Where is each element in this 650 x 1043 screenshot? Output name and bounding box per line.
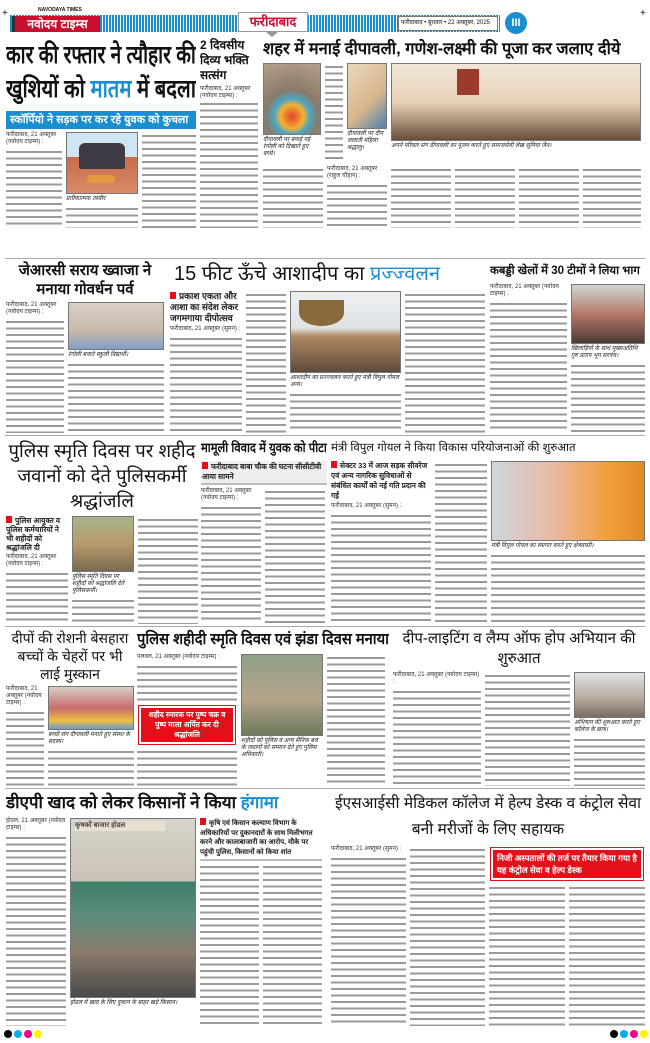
body-text [263,863,322,1026]
headline-dap-fertilizer: डीएपी खाद को लेकर किसानों ने किया हंगामा [6,793,279,812]
body-text [569,884,645,1026]
subhead-sector-33: सेक्टर 33 में आज सड़क सीवरेज एवं अन्य नागरिक सुविधाओं से संबंधित कार्यों को नई गति प्रदान की गई [331,461,428,500]
story-police-memorial [6,438,198,624]
body-text [6,148,62,228]
photo-caption: आशादीप का प्रज्ज्वलन करते हुए मंत्री विपुल गोयल अन्य। [290,375,400,388]
body-text [485,672,570,786]
body-text [331,512,431,624]
body-text [6,570,68,624]
headline-youth-beaten: मामूली विवाद में युवक को पीटा [201,440,327,455]
headline-children-smile: दीपों की रोशनी बेसहारा बच्चों के चेहरों पर भी लाई मुस्कान [11,630,129,682]
photo-caption: दीपावली पर दीप जलाती महिला श्रद्धालु। [347,131,384,151]
subhead-baba-chowk: फरीदाबाद बाबा चौक की घटना सीसीटीवी आया सामने [201,461,327,485]
registration-mark [620,1030,628,1038]
dateline: फरीदाबाद, 21 अक्तूबर (सुमन) : [331,503,402,509]
body-text [6,318,64,433]
dateline: फरीदाबाद, 21 अक्तूबर (नवोदय टाइम्स) : [201,488,252,501]
bullet-icon [331,461,337,468]
strap-scorpio: स्कॉर्पियो ने सड़क पर कर रहे युवक को कुचला [6,111,196,129]
photo-caption: खिलाड़ियों के साथ मुख्यअतिथि गुरु प्रताप भूप सरपंच। [571,346,638,359]
divider [5,626,645,627]
body-text [571,362,645,433]
photo-students-rangoli [68,302,164,350]
bullet-icon [6,516,12,523]
photo-minister-welcome [491,461,645,541]
registration-mark: + [2,8,8,19]
divider [5,435,645,436]
body-text [6,709,44,786]
body-text [265,488,325,624]
body-text [489,884,565,1026]
photo-ashadeep [290,291,401,373]
body-text [327,182,387,228]
photo-children [48,686,134,730]
body-text [200,100,258,228]
photo-woman-lamps [347,63,387,129]
body-text [142,132,196,228]
dateline: होडल, 21 अक्तूबर (नवोदय टाइम्स) : [6,818,66,831]
lamp-shape [299,300,344,326]
masthead [0,0,650,36]
story-children-smile [6,629,134,786]
story-govardhan [6,261,164,433]
dateline: फरीदाबाद, 21 अक्तूबर (नवोदय टाइम्स) : [393,672,480,685]
dateline: फरीदाबाद, 21 अक्तूबर (नवोदय टाइम्स) : [6,554,57,567]
story-youth-beaten [201,438,327,624]
callout-private-hospitals: निजी अस्पतालों की तर्ज पर तैयार किया गया है यह कंट्रोल सेवा व हेल्प डेस्क [491,848,643,880]
headline-vipul-goyal: मंत्री विपुल गोयल ने किया विकास परियोजनाओं की शुरुआत [331,442,576,454]
dateline: फरीदाबाद, 21 अक्तूबर (सुमन) : [331,846,402,852]
bullet-icon [200,818,206,825]
photo-caption: अपने परिवार संग दीपावली का पूजन करते हुए समाजसेवी लेख सुनिया जैन। [391,143,552,149]
story-esic-help-desk [331,791,645,1026]
story-police-flag-day [137,629,389,786]
body-text [391,166,451,228]
body-text [170,335,242,433]
dateline: फरीदाबाद, 21 अक्तूबर (नवोदय टाइम्स) : [200,86,251,99]
person-shape [87,175,115,183]
headline-lamp-of-hope: दीप-लाइटिंग व लैम्प ऑफ होप अभियान की शुरुआत [402,630,636,667]
body-text [138,516,198,624]
body-text [137,748,237,787]
photo-caption: प्रतीकात्मक तस्वीर [66,196,106,202]
headline-satsang: 2 दिवसीय दिव्य भक्ति सत्संग [200,38,249,82]
body-text [200,863,259,1026]
registration-mark [14,1030,22,1038]
dateline: फरीदाबाद, 21 अक्तूबर (नवोदय टाइम्स) : [6,132,57,145]
illustration-car-accident [66,132,138,194]
registration-mark [4,1030,12,1038]
body-text [246,291,286,433]
body-text [68,361,164,433]
story-kabaddi [490,261,645,433]
photo-kabaddi-team [571,284,645,344]
body-text [519,166,579,228]
registration-mark [640,1030,648,1038]
headline-govardhan: जेआरसी सराय ख्वाजा ने मनाया गोवर्धन पर्व [18,262,152,298]
body-text [574,736,645,786]
photo-police-salute [241,654,323,736]
story-dap-fertilizer [6,791,326,1026]
headline-ashadeep: 15 फीट ऊँचे आशादीप का प्रज्ज्वलन [174,263,441,285]
body-text [325,63,343,163]
photo-farmers-crowd [70,818,196,998]
photo-rangoli [263,63,321,135]
dateline: फरीदाबाद, 21 अक्तूबर (नवोदय टाइम्स) : [490,284,559,297]
shop-sign: कृषकों बाजार होडल [75,821,165,831]
body-text [491,552,645,624]
bullet-icon [170,292,176,299]
headline-police-memorial: पुलिस स्मृति दिवस पर शहीद जवानों को देते पुलिसकर्मी श्रद्धांजलि [8,440,196,511]
section-pointer [266,32,278,37]
subhead-ashadeep: प्रकाश एकता और आशा का संदेश लेकर जगमगाया दीपोत्सव [170,291,239,323]
photo-caption: होडल में खाद के लिए दुकान के बाहर खड़े किसान। [70,1000,178,1006]
section-label: फरीदाबाद [238,12,308,32]
body-text [455,166,515,228]
body-text [6,834,66,1026]
body-text [290,391,401,433]
logo: नवोदय टाइम्स [12,16,100,32]
dateline: फरीदाबाद, 21 अक्तूबर (नवोदय टाइम्स) : [6,302,57,315]
photo-caption: मंत्री विपुल गोयल का स्वागत करते हुए क्षेत्रवासी। [491,543,594,549]
registration-mark: + [640,8,646,19]
bullet-icon [202,462,208,469]
photo-caption: बच्चों संग दीपावली मनाते हुए संस्था के सदस्य। [48,732,130,745]
body-text [48,748,134,786]
dateline: फरीदाबाद, 21 अक्तूबर (राहुल चौहान) : [327,166,378,179]
car-shape [79,143,125,169]
divider [5,788,645,789]
headline-esic-help-desk: ईएसआईसी मेडिकल कॉलेज में हेल्प डेस्क व कंट्रोल सेवा बनी मरीजों के लिए सहायक [334,795,642,838]
registration-mark [630,1030,638,1038]
dateline: पलवल, 21 अक्तूबर (नवोदय टाइम्स) : [137,654,220,660]
headline-line: कार की रफ्तार ने त्यौहार की [6,41,196,69]
body-text [583,166,641,228]
dateline: फरीदाबाद, 21 अक्तूबर (सुमन) : [170,326,241,332]
body-text [137,663,237,702]
photo-caption: रंगोली बनाते स्कूली विद्यार्थी। [68,352,129,358]
body-text [201,504,261,624]
headline-line: खुशियों को मातम में बदला [6,75,196,103]
photo-caption: पुलिस स्मृति दिवस पर शहीदों को श्रद्धांजलि देते पुलिसकर्मी। [72,574,124,594]
body-text [331,855,406,1026]
body-text [490,300,567,433]
body-text [393,688,481,786]
subhead-police: पुलिस आयुक्त व पुलिस कर्मचारियों ने भी शहीदों को श्रद्धांजलि दी [6,516,61,552]
logo-small: NAVODAYA TIMES [38,7,82,13]
photo-caption: दीपावली पर बनाई गई रंगोली को दिखाते हुए बच्चे। [263,137,311,157]
headline-diwali: शहर में मनाई दीपावली, गणेश-लक्ष्मी की पूजा कर जलाए दीये [263,40,621,58]
headline-police-flag-day: पुलिस शहीदी स्मृति दिवस एवं झंडा दिवस मनाया [137,631,389,648]
divider [5,258,645,259]
body-text [435,461,487,624]
registration-mark [34,1030,42,1038]
story-vipul-goyal [331,438,645,624]
story-satsang [200,38,258,228]
body-text [263,166,323,228]
body-text [410,846,485,1026]
shrine-shape [457,69,479,95]
story-car-accident [6,38,196,228]
callout-wreath: शहीद स्मारक पर पुष्प चक्र व पुष्प माला अर्पित कर दी श्रद्धांजलि [139,706,235,744]
story-ashadeep [170,261,485,433]
photo-family-puja [391,63,641,141]
subhead-agri-dept: कृषि एवं किसान कल्याण विभाग के अधिकारियों पर दुकानदारों के साथ मिलीभगत करने और कालाबाजारी का आरोप, मौके पर पहुंची पुलिस, किसानों को किया शांत [200,818,322,861]
story-diwali [263,38,645,228]
photo-caption: शहीदों को पुलिस व अन्य सैनिक बल के जवानों को सम्मान देते हुए पुलिस अधिकारी। [241,738,319,758]
body-text [327,654,385,786]
photo-caption: अभियान की शुरुआत करते हुए कॉलेज के छात्र। [574,720,640,733]
registration-mark [24,1030,32,1038]
body-text [72,597,134,624]
body-text [66,205,138,228]
registration-mark [610,1030,618,1038]
body-text [405,291,485,433]
photo-police-parade [72,516,134,572]
story-lamp-of-hope [393,629,645,786]
photo-lamp-campaign [574,672,645,718]
headline-kabaddi: कबड्डी खेलों में 30 टीमों ने लिया भाग [490,265,640,277]
page-number: III [505,12,527,34]
dateline: फरीदाबाद • बुधवार • 22 अक्तूबर, 2025 [398,16,498,31]
dateline: फरीदाबाद, 21 अक्तूबर (नवोदय टाइम्स) : [6,686,42,706]
